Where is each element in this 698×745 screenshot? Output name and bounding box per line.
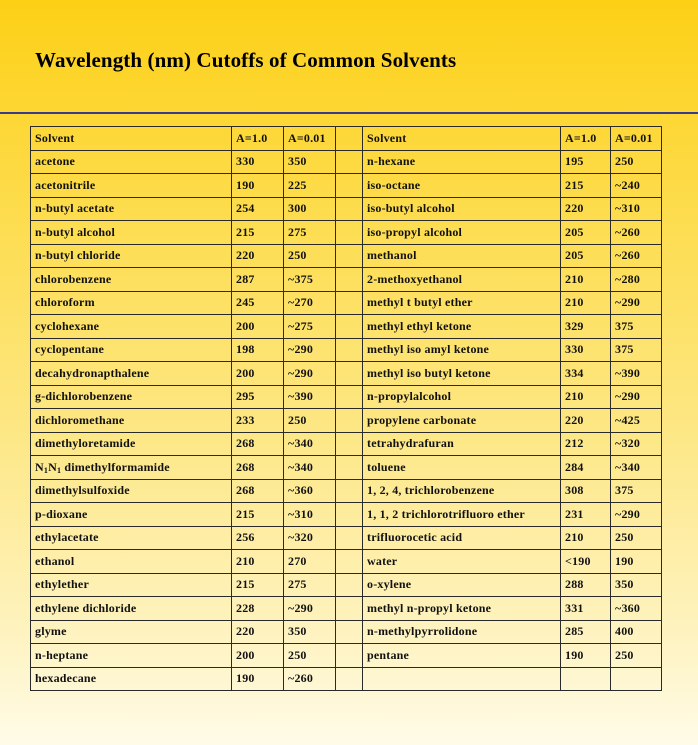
left-a1-value: 268 bbox=[232, 456, 284, 480]
column-gap bbox=[336, 503, 363, 527]
left-a1-value: 215 bbox=[232, 221, 284, 245]
left-a1-value: 210 bbox=[232, 550, 284, 574]
right-solvent-name: methyl t butyl ether bbox=[363, 291, 561, 315]
left-a1-value: 220 bbox=[232, 620, 284, 644]
right-a001-value: ~280 bbox=[611, 268, 662, 292]
right-a1-value: 210 bbox=[561, 268, 611, 292]
left-a1-value: 233 bbox=[232, 409, 284, 433]
left-solvent-name: decahydronapthalene bbox=[31, 362, 232, 386]
table-row bbox=[31, 597, 662, 621]
left-solvent-name: cyclohexane bbox=[31, 315, 232, 339]
column-gap bbox=[336, 174, 363, 198]
right-solvent-name: iso-propyl alcohol bbox=[363, 221, 561, 245]
column-gap bbox=[336, 268, 363, 292]
table-row bbox=[31, 456, 662, 480]
right-a001-value: 250 bbox=[611, 150, 662, 174]
header-a001-left: A=0.01 bbox=[284, 127, 336, 151]
right-a001-value: ~290 bbox=[611, 385, 662, 409]
right-solvent-name: propylene carbonate bbox=[363, 409, 561, 433]
header-solvent-left: Solvent bbox=[31, 127, 232, 151]
table-row bbox=[31, 385, 662, 409]
solvent-cutoff-table bbox=[30, 126, 662, 691]
table-row bbox=[31, 244, 662, 268]
right-a001-value: 190 bbox=[611, 550, 662, 574]
column-gap bbox=[336, 338, 363, 362]
right-a001-value: ~290 bbox=[611, 291, 662, 315]
left-a1-value: 254 bbox=[232, 197, 284, 221]
left-solvent-name: chloroform bbox=[31, 291, 232, 315]
right-a001-value: ~320 bbox=[611, 432, 662, 456]
column-gap bbox=[336, 573, 363, 597]
left-a1-value: 245 bbox=[232, 291, 284, 315]
right-solvent-name: methyl iso butyl ketone bbox=[363, 362, 561, 386]
left-solvent-name: n-butyl chloride bbox=[31, 244, 232, 268]
table-row bbox=[31, 315, 662, 339]
right-a1-value: 329 bbox=[561, 315, 611, 339]
right-a1-value: 210 bbox=[561, 385, 611, 409]
left-a1-value: 295 bbox=[232, 385, 284, 409]
right-a001-value: ~390 bbox=[611, 362, 662, 386]
right-a001-value: 400 bbox=[611, 620, 662, 644]
table-row bbox=[31, 620, 662, 644]
column-gap bbox=[336, 550, 363, 574]
column-gap bbox=[336, 197, 363, 221]
left-a1-value: 228 bbox=[232, 597, 284, 621]
left-a001-value: ~360 bbox=[284, 479, 336, 503]
column-gap bbox=[336, 456, 363, 480]
right-a001-value bbox=[611, 667, 662, 691]
left-a001-value: ~290 bbox=[284, 362, 336, 386]
column-gap bbox=[336, 667, 363, 691]
page-title: Wavelength (nm) Cutoffs of Common Solvents bbox=[35, 48, 457, 72]
right-a001-value: ~360 bbox=[611, 597, 662, 621]
right-a1-value: 308 bbox=[561, 479, 611, 503]
left-solvent-name: ethanol bbox=[31, 550, 232, 574]
right-solvent-name: o-xylene bbox=[363, 573, 561, 597]
right-a1-value: 334 bbox=[561, 362, 611, 386]
left-solvent-name: hexadecane bbox=[31, 667, 232, 691]
right-a001-value: ~240 bbox=[611, 174, 662, 198]
right-a001-value: ~340 bbox=[611, 456, 662, 480]
right-solvent-name: iso-octane bbox=[363, 174, 561, 198]
right-a1-value: 220 bbox=[561, 409, 611, 433]
left-a1-value: 220 bbox=[232, 244, 284, 268]
left-solvent-name: acetone bbox=[31, 150, 232, 174]
column-gap bbox=[336, 362, 363, 386]
right-a1-value: 210 bbox=[561, 526, 611, 550]
column-gap bbox=[336, 291, 363, 315]
left-a001-value: 350 bbox=[284, 150, 336, 174]
right-a001-value: 350 bbox=[611, 573, 662, 597]
right-solvent-name: 2-methoxyethanol bbox=[363, 268, 561, 292]
right-a001-value: ~260 bbox=[611, 221, 662, 245]
right-a1-value: 285 bbox=[561, 620, 611, 644]
left-solvent-name bbox=[31, 456, 232, 480]
right-solvent-name bbox=[363, 667, 561, 691]
left-a1-value: 200 bbox=[232, 315, 284, 339]
table-row bbox=[31, 174, 662, 198]
left-a001-value: 250 bbox=[284, 644, 336, 668]
right-solvent-name: methyl iso amyl ketone bbox=[363, 338, 561, 362]
left-a001-value: ~375 bbox=[284, 268, 336, 292]
table-row bbox=[31, 338, 662, 362]
right-solvent-name: methyl ethyl ketone bbox=[363, 315, 561, 339]
left-a1-value: 268 bbox=[232, 432, 284, 456]
left-a001-value: 275 bbox=[284, 573, 336, 597]
solvent-name-part: N bbox=[48, 459, 57, 474]
table-header-row bbox=[31, 127, 662, 151]
right-a1-value bbox=[561, 667, 611, 691]
table-row bbox=[31, 644, 662, 668]
left-a1-value: 190 bbox=[232, 174, 284, 198]
right-a1-value: 220 bbox=[561, 197, 611, 221]
right-a1-value: 284 bbox=[561, 456, 611, 480]
right-a1-value: 231 bbox=[561, 503, 611, 527]
right-a1-value: 190 bbox=[561, 644, 611, 668]
left-solvent-name: chlorobenzene bbox=[31, 268, 232, 292]
column-gap bbox=[336, 221, 363, 245]
right-solvent-name: trifluorocetic acid bbox=[363, 526, 561, 550]
right-a1-value: 331 bbox=[561, 597, 611, 621]
left-a001-value: ~340 bbox=[284, 432, 336, 456]
header-a001-right: A=0.01 bbox=[611, 127, 662, 151]
title-divider bbox=[0, 112, 698, 114]
right-a1-value: 212 bbox=[561, 432, 611, 456]
left-a1-value: 287 bbox=[232, 268, 284, 292]
right-a1-value: 210 bbox=[561, 291, 611, 315]
left-solvent-name: acetonitrile bbox=[31, 174, 232, 198]
left-a1-value: 215 bbox=[232, 573, 284, 597]
left-a001-value: ~275 bbox=[284, 315, 336, 339]
right-a001-value: ~290 bbox=[611, 503, 662, 527]
right-solvent-name: 1, 2, 4, trichlorobenzene bbox=[363, 479, 561, 503]
right-solvent-name: n-methylpyrrolidone bbox=[363, 620, 561, 644]
right-a001-value: 250 bbox=[611, 526, 662, 550]
left-a001-value: 275 bbox=[284, 221, 336, 245]
header-solvent-right: Solvent bbox=[363, 127, 561, 151]
table-row bbox=[31, 150, 662, 174]
right-solvent-name: n-propylalcohol bbox=[363, 385, 561, 409]
left-a001-value: ~290 bbox=[284, 338, 336, 362]
column-gap bbox=[336, 644, 363, 668]
left-solvent-name: n-butyl alcohol bbox=[31, 221, 232, 245]
left-a1-value: 198 bbox=[232, 338, 284, 362]
header-a1-left: A=1.0 bbox=[232, 127, 284, 151]
left-solvent-name: ethylene dichloride bbox=[31, 597, 232, 621]
column-gap bbox=[336, 432, 363, 456]
left-a1-value: 330 bbox=[232, 150, 284, 174]
left-a1-value: 215 bbox=[232, 503, 284, 527]
subscript: 1 bbox=[43, 465, 49, 475]
left-a001-value: 225 bbox=[284, 174, 336, 198]
right-a001-value: ~425 bbox=[611, 409, 662, 433]
right-solvent-name: toluene bbox=[363, 456, 561, 480]
right-solvent-name: iso-butyl alcohol bbox=[363, 197, 561, 221]
column-gap bbox=[336, 479, 363, 503]
left-solvent-name: dichloromethane bbox=[31, 409, 232, 433]
table-row bbox=[31, 291, 662, 315]
right-a001-value: 375 bbox=[611, 479, 662, 503]
table-row bbox=[31, 667, 662, 691]
left-a001-value: ~340 bbox=[284, 456, 336, 480]
right-solvent-name: methanol bbox=[363, 244, 561, 268]
column-gap bbox=[336, 526, 363, 550]
left-a1-value: 200 bbox=[232, 362, 284, 386]
table-row bbox=[31, 479, 662, 503]
left-a001-value: ~310 bbox=[284, 503, 336, 527]
right-a1-value: 195 bbox=[561, 150, 611, 174]
left-a1-value: 256 bbox=[232, 526, 284, 550]
left-a001-value: 250 bbox=[284, 409, 336, 433]
left-a001-value: ~390 bbox=[284, 385, 336, 409]
table-row bbox=[31, 362, 662, 386]
left-solvent-name: g-dichlorobenzene bbox=[31, 385, 232, 409]
right-a1-value: 205 bbox=[561, 244, 611, 268]
right-solvent-name: methyl n-propyl ketone bbox=[363, 597, 561, 621]
left-solvent-name: n-heptane bbox=[31, 644, 232, 668]
left-a001-value: 250 bbox=[284, 244, 336, 268]
left-solvent-name: p-dioxane bbox=[31, 503, 232, 527]
right-solvent-name: water bbox=[363, 550, 561, 574]
right-solvent-name: n-hexane bbox=[363, 150, 561, 174]
left-a001-value: ~320 bbox=[284, 526, 336, 550]
table-row bbox=[31, 432, 662, 456]
right-a001-value: 375 bbox=[611, 315, 662, 339]
left-a001-value: 270 bbox=[284, 550, 336, 574]
header-a1-right: A=1.0 bbox=[561, 127, 611, 151]
left-a1-value: 190 bbox=[232, 667, 284, 691]
solvent-name-part: dimethylformamide bbox=[61, 459, 170, 474]
left-solvent-name: ethylether bbox=[31, 573, 232, 597]
right-a001-value: ~310 bbox=[611, 197, 662, 221]
table-row bbox=[31, 503, 662, 527]
column-gap bbox=[336, 127, 363, 151]
table-row bbox=[31, 550, 662, 574]
left-a001-value: ~260 bbox=[284, 667, 336, 691]
column-gap bbox=[336, 244, 363, 268]
right-a1-value: 205 bbox=[561, 221, 611, 245]
right-a001-value: 250 bbox=[611, 644, 662, 668]
left-solvent-name: cyclopentane bbox=[31, 338, 232, 362]
left-a1-value: 268 bbox=[232, 479, 284, 503]
column-gap bbox=[336, 315, 363, 339]
subscript: 1 bbox=[56, 465, 62, 475]
table-row bbox=[31, 409, 662, 433]
right-solvent-name: pentane bbox=[363, 644, 561, 668]
table-row bbox=[31, 221, 662, 245]
left-a001-value: 350 bbox=[284, 620, 336, 644]
right-a001-value: 375 bbox=[611, 338, 662, 362]
left-solvent-name: dimethyloretamide bbox=[31, 432, 232, 456]
left-a1-value: 200 bbox=[232, 644, 284, 668]
left-solvent-name: glyme bbox=[31, 620, 232, 644]
left-a001-value: ~270 bbox=[284, 291, 336, 315]
left-a001-value: 300 bbox=[284, 197, 336, 221]
column-gap bbox=[336, 597, 363, 621]
table-row bbox=[31, 268, 662, 292]
column-gap bbox=[336, 385, 363, 409]
table-row bbox=[31, 197, 662, 221]
right-a001-value: ~260 bbox=[611, 244, 662, 268]
table-row bbox=[31, 526, 662, 550]
table-row bbox=[31, 573, 662, 597]
left-a001-value: ~290 bbox=[284, 597, 336, 621]
right-a1-value: <190 bbox=[561, 550, 611, 574]
left-solvent-name: ethylacetate bbox=[31, 526, 232, 550]
right-a1-value: 288 bbox=[561, 573, 611, 597]
right-solvent-name: 1, 1, 2 trichlorotrifluoro ether bbox=[363, 503, 561, 527]
right-a1-value: 330 bbox=[561, 338, 611, 362]
column-gap bbox=[336, 409, 363, 433]
right-a1-value: 215 bbox=[561, 174, 611, 198]
left-solvent-name: n-butyl acetate bbox=[31, 197, 232, 221]
left-solvent-name: dimethylsulfoxide bbox=[31, 479, 232, 503]
column-gap bbox=[336, 620, 363, 644]
column-gap bbox=[336, 150, 363, 174]
solvent-name-part: N bbox=[35, 459, 44, 474]
right-solvent-name: tetrahydrafuran bbox=[363, 432, 561, 456]
